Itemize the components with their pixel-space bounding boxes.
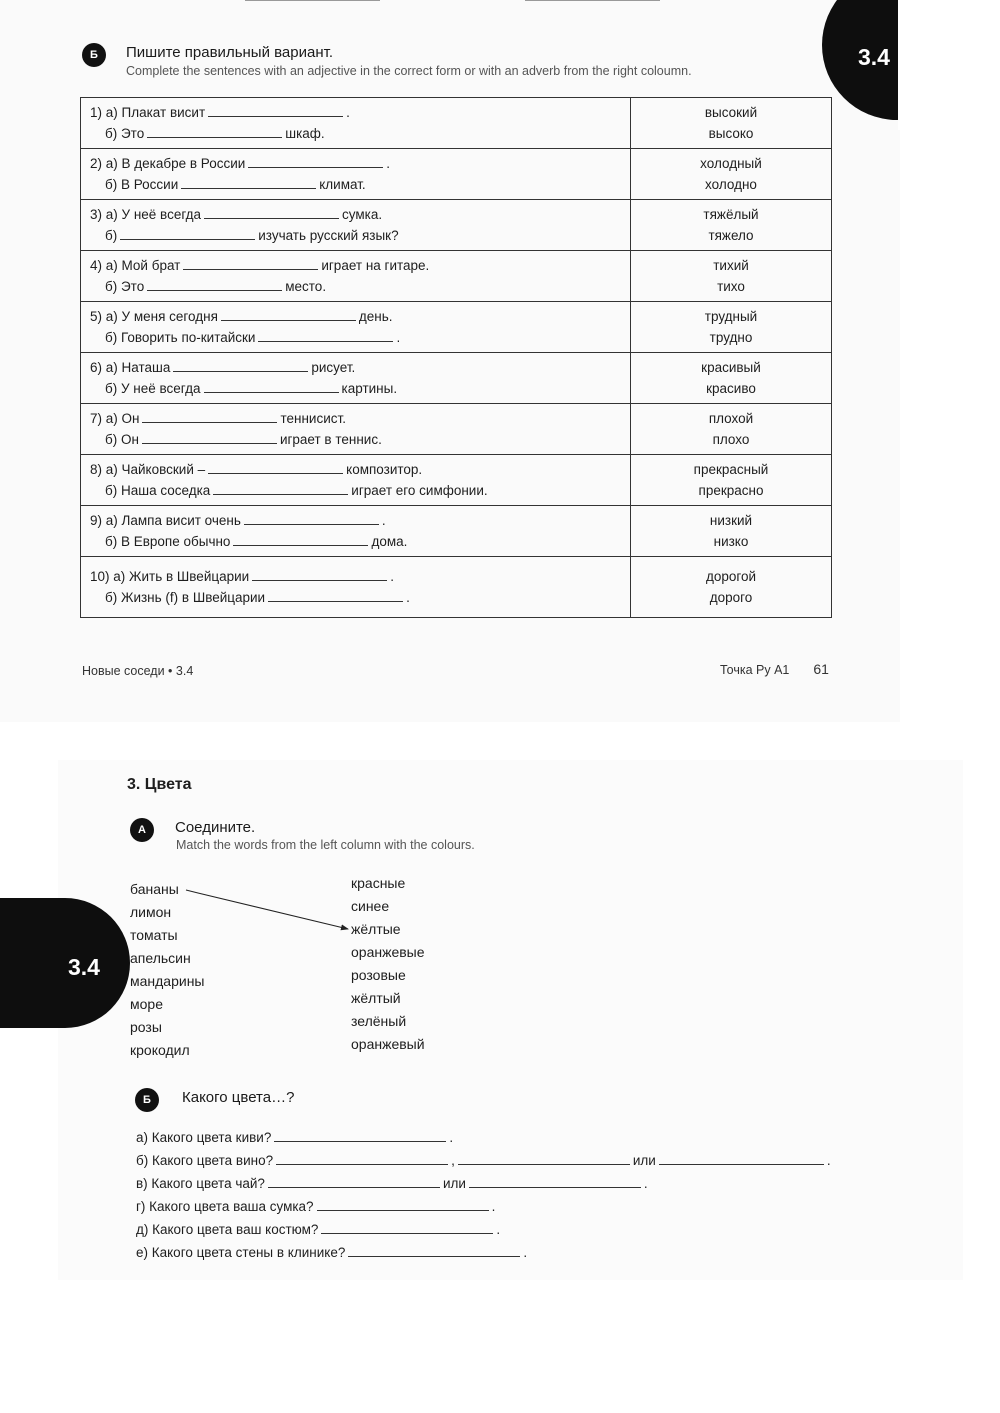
sentence-text: играет его симфонии. — [351, 483, 488, 498]
match-colour[interactable]: красные — [351, 875, 406, 891]
answer-blank[interactable] — [659, 1151, 824, 1165]
question-row — [136, 1195, 831, 1218]
adjective: красивый — [701, 360, 761, 375]
sentence-text: б) Жизнь (f) в Швейцарии — [105, 590, 266, 605]
sentence-text: б) — [105, 228, 118, 243]
question-row — [136, 1126, 831, 1149]
sentence-text: б) В России — [105, 177, 179, 192]
sentence-text: . — [396, 330, 401, 345]
sentence-text: играет на гитаре. — [321, 258, 430, 273]
adverb: дорого — [709, 590, 753, 605]
match-colour[interactable]: жёлтые — [351, 921, 401, 937]
page-number: 61 — [813, 661, 829, 677]
match-colour[interactable]: жёлтый — [351, 990, 401, 1006]
or-word: или — [632, 1153, 656, 1168]
answer-blank[interactable] — [348, 1243, 520, 1257]
answer-blank[interactable] — [469, 1174, 641, 1188]
question-text: а) Какого цвета киви? — [136, 1130, 272, 1145]
sentence-text: 6) а) Наташа — [90, 360, 171, 375]
sentence-text: 8) а) Чайковский – — [90, 462, 206, 477]
adjective: дорогой — [705, 569, 757, 584]
sentence-text: . — [406, 590, 410, 605]
answer-blank[interactable] — [321, 1220, 493, 1234]
sentence-text: б) Он — [105, 432, 139, 447]
question-text: е) Какого цвета стены в клинике? — [136, 1245, 346, 1260]
adjective: трудный — [704, 309, 758, 324]
match-colour[interactable]: оранжевый — [351, 1036, 425, 1052]
answer-blank[interactable] — [317, 1197, 489, 1211]
adjective: плохой — [708, 411, 754, 426]
sentence-text: место. — [285, 279, 327, 294]
sentence-text: 7) а) Он — [90, 411, 140, 426]
match-word[interactable]: море — [130, 996, 163, 1012]
question-text: в) Какого цвета чай? — [136, 1176, 265, 1191]
answer-blank[interactable] — [458, 1151, 630, 1165]
sentence-text: . — [390, 569, 394, 584]
question-list — [136, 1126, 831, 1264]
task-badge-a: А — [130, 818, 154, 842]
question-row — [136, 1149, 831, 1172]
question-text: б) Какого цвета вино? — [136, 1153, 274, 1168]
section-tab-label: 3.4 — [858, 44, 890, 70]
match-word[interactable]: розы — [130, 1019, 162, 1035]
adjective: тяжёлый — [703, 207, 759, 222]
adverb: холодно — [705, 177, 757, 192]
adjective: низкий — [709, 513, 753, 528]
sentence-text: б) Наша соседка — [105, 483, 211, 498]
match-colour[interactable]: зелёный — [351, 1013, 407, 1029]
adverb: красиво — [706, 381, 756, 396]
sentence-text: изучать русский язык? — [258, 228, 399, 243]
task-subtitle: Complete the sentences with an adjective in the correct form or with an adverb from the right coloumn. — [126, 64, 692, 78]
adjective: высокий — [704, 105, 758, 120]
punct: . — [826, 1153, 831, 1168]
sentence-text: композитор. — [346, 462, 423, 477]
sentence-text: . — [381, 513, 386, 528]
sentence-text: . — [386, 156, 391, 171]
or-word: или — [442, 1176, 466, 1191]
sentence-text: день. — [358, 309, 393, 324]
sentence-text: б) У неё всегда — [105, 381, 201, 396]
adverb: тихо — [717, 279, 745, 294]
sentence-text: б) Это — [105, 279, 145, 294]
match-word[interactable]: бананы — [130, 881, 179, 897]
sentence-text: . — [346, 105, 350, 120]
sentence-text: б) Говорить по-китайски — [105, 330, 256, 345]
task-title: Пишите правильный вариант. — [126, 44, 333, 61]
sentence-text: рисует. — [311, 360, 356, 375]
match-colour[interactable]: розовые — [351, 967, 406, 983]
punct: , — [451, 1153, 455, 1168]
task-title: Какого цвета…? — [182, 1089, 295, 1106]
sentence-text: 9) а) Лампа висит очень — [90, 513, 241, 528]
sentence-text: 2) а) В декабре в России — [90, 156, 246, 171]
adverb: низко — [713, 534, 749, 549]
match-word[interactable]: крокодил — [130, 1042, 190, 1058]
sentence-text: картины. — [341, 381, 398, 396]
sentence-text: 10) а) Жить в Швейцарии — [90, 569, 250, 584]
adverb: прекрасно — [698, 483, 764, 498]
punct: . — [523, 1245, 528, 1260]
sentence-text: шкаф. — [285, 126, 325, 141]
punct: . — [496, 1222, 501, 1237]
match-word[interactable]: лимон — [130, 904, 172, 920]
sentence-text: дома. — [371, 534, 408, 549]
task-badge-b: Б — [82, 43, 106, 67]
match-word[interactable]: томаты — [130, 927, 178, 943]
answer-blank[interactable] — [276, 1151, 448, 1165]
sentence-text: играет в теннис. — [279, 432, 382, 447]
answer-blank[interactable] — [268, 1174, 440, 1188]
section-tab-label: 3.4 — [68, 954, 100, 980]
match-colour[interactable]: синее — [351, 898, 390, 914]
task-title: Соедините. — [175, 819, 256, 836]
question-row — [136, 1172, 831, 1195]
sentence-text: теннисист. — [280, 411, 346, 426]
sentence-text: 4) а) Мой брат — [90, 258, 181, 273]
punct: . — [643, 1176, 648, 1191]
adverb: тяжело — [708, 228, 754, 243]
adjective: прекрасный — [693, 462, 769, 477]
question-text: г) Какого цвета ваша сумка? — [136, 1199, 314, 1214]
punct: . — [449, 1130, 454, 1145]
sentence-text: 1) а) Плакат висит — [90, 105, 206, 120]
match-word[interactable]: мандарины — [130, 973, 205, 989]
sentence-text: б) Это — [105, 126, 145, 141]
section-title: 3. Цвета — [127, 776, 192, 793]
adverb: высоко — [708, 126, 754, 141]
question-text: д) Какого цвета ваш костюм? — [136, 1222, 319, 1237]
question-row — [136, 1241, 831, 1264]
match-word[interactable]: апельсин — [130, 950, 191, 966]
book-title: Точка Ру А1 — [720, 663, 790, 677]
sentence-text: сумка. — [342, 207, 383, 222]
sentence-text: 3) а) У неё всегда — [90, 207, 202, 222]
adjective: холодный — [700, 156, 762, 171]
punct: . — [491, 1199, 496, 1214]
adverb: трудно — [709, 330, 753, 345]
sentence-text: 5) а) У меня сегодня — [90, 309, 218, 324]
task-badge-b: Б — [135, 1088, 159, 1112]
adverb: плохо — [712, 432, 750, 447]
question-row — [136, 1218, 831, 1241]
sentence-text: климат. — [319, 177, 366, 192]
adjective: тихий — [713, 258, 749, 273]
sentence-text: б) В Европе обычно — [105, 534, 231, 549]
answer-blank[interactable] — [274, 1128, 446, 1142]
match-colour[interactable]: оранжевые — [351, 944, 425, 960]
footer-chapter: Новые соседи • 3.4 — [82, 664, 194, 678]
task-subtitle: Match the words from the left column with the colours. — [176, 838, 475, 852]
